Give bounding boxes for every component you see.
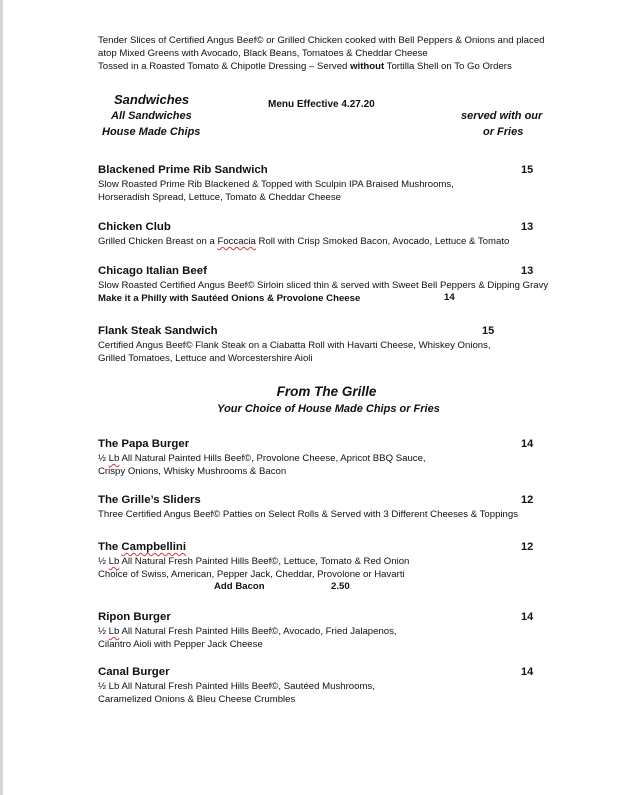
item-desc-line-1: Slow Roasted Prime Rib Blackened & Topped with Sculpin IPA Braised Mushrooms, — [98, 179, 454, 190]
desc-part-lb: Lb — [108, 556, 120, 567]
item-name: Blackened Prime Rib Sandwich — [98, 164, 268, 176]
item-philly-option: Make it a Philly with Sautéed Onions & Provolone Cheese — [98, 293, 361, 304]
menu-item-prime-rib — [98, 163, 454, 204]
item-desc-line-1: ½ Lb All Natural Fresh Painted Hills Beef©, Sautéed Mushrooms, — [98, 681, 375, 692]
intro-line-3 — [98, 60, 545, 73]
item-price-flank-steak: 15 — [482, 325, 495, 337]
item-desc-line-2: Crispy Onions, Whisky Mushrooms & Bacon — [98, 466, 287, 477]
desc-part-c: All Natural Fresh Painted Hills Beef©, Lettuce, Tomato & Red Onion — [119, 556, 410, 567]
menu-item-canal-burger — [98, 665, 375, 706]
desc-part-c: All Natural Painted Hills Beef©, Provolone Cheese, Apricot BBQ Sauce, — [119, 453, 426, 464]
item-name: Flank Steak Sandwich — [98, 325, 218, 337]
menu-item-campbellini — [98, 540, 409, 581]
item-name: The Grille’s Sliders — [98, 494, 201, 506]
sandwiches-subtitle-right-2: or Fries — [483, 126, 524, 138]
sandwiches-subtitle-left-2: House Made Chips — [102, 126, 201, 138]
intro-line-1: Tender Slices of Certified Angus Beef© or Grilled Chicken cooked with Bell Peppers & Onions and placed — [98, 35, 545, 46]
item-price-prime-rib: 15 — [521, 164, 534, 176]
intro-line-3-a: Tossed in a Roasted Tomato & Chipotle Dressing – Served — [98, 61, 351, 72]
item-price-philly: 14 — [444, 292, 455, 303]
intro-line-3-c: Tortilla Shell on To Go Orders — [384, 61, 512, 72]
sandwiches-subtitle-left-1: All Sandwiches — [111, 110, 192, 122]
item-desc-line-1: Certified Angus Beef© Flank Steak on a Ciabatta Roll with Havarti Cheese, Whiskey Onions, — [98, 340, 491, 351]
menu-item-chicago-italian-beef — [98, 264, 548, 305]
item-name: The Papa Burger — [98, 438, 190, 450]
item-desc-line-1: Three Certified Angus Beef© Patties on Select Rolls & Served with 3 Different Cheeses & Toppings — [98, 509, 519, 520]
item-price-canal-burger: 14 — [521, 666, 534, 678]
menu-effective-date: Menu Effective 4.27.20 — [268, 99, 375, 110]
item-name: Ripon Burger — [98, 611, 171, 623]
item-desc-line-1 — [98, 452, 426, 465]
item-desc-line-2: Grilled Tomatoes, Lettuce and Worcestershire Aioli — [98, 353, 313, 364]
item-desc-line-2: Horseradish Spread, Lettuce, Tomato & Cheddar Cheese — [98, 192, 342, 203]
item-name: Canal Burger — [98, 666, 170, 678]
item-name: Chicago Italian Beef — [98, 265, 207, 277]
menu-item-chicken-club — [98, 220, 509, 248]
menu-item-ripon-burger — [98, 610, 397, 651]
item-desc-line-2: Cilantro Aioli with Pepper Jack Cheese — [98, 639, 263, 650]
desc-part-c: Roll with Crisp Smoked Bacon, Avocado, Lettuce & Tomato — [255, 236, 510, 247]
menu-item-sliders — [98, 493, 518, 521]
item-price-chicago: 13 — [521, 265, 534, 277]
item-desc-line-1: Slow Roasted Certified Angus Beef© Sirloin sliced thin & served with Sweet Bell Peppers & Dipping Gravy — [98, 280, 549, 291]
addon-bacon-price: 2.50 — [331, 581, 350, 592]
item-desc-line-1 — [98, 555, 409, 568]
desc-part-lb: Lb — [108, 626, 120, 637]
desc-part-a: ½ — [98, 626, 109, 637]
name-part-a: The — [98, 541, 122, 553]
desc-part-lb: Lb — [108, 453, 120, 464]
item-desc-line-2: Caramelized Onions & Bleu Cheese Crumbles — [98, 694, 296, 705]
item-price-papa-burger: 14 — [521, 438, 534, 450]
item-price-ripon-burger: 14 — [521, 611, 534, 623]
item-desc-line-1 — [98, 625, 397, 638]
item-price-campbellini: 12 — [521, 541, 534, 553]
sandwiches-subtitle-right-1: served with our — [461, 110, 543, 122]
sandwiches-title: Sandwiches — [114, 92, 190, 107]
desc-part-a: ½ — [98, 453, 109, 464]
item-name — [98, 540, 409, 554]
desc-part-a: Grilled Chicken Breast on a — [98, 236, 218, 247]
desc-part-a: ½ — [98, 556, 109, 567]
menu-item-papa-burger — [98, 437, 426, 478]
addon-bacon-label: Add Bacon — [214, 581, 265, 592]
item-price-sliders: 12 — [521, 494, 534, 506]
item-desc-line-1 — [98, 235, 509, 248]
item-name: Chicken Club — [98, 221, 171, 233]
grille-subtitle: Your Choice of House Made Chips or Fries — [217, 403, 440, 415]
desc-part-c: All Natural Fresh Painted Hills Beef©, Avocado, Fried Jalapenos, — [119, 626, 397, 637]
grille-title: From The Grille — [276, 384, 377, 399]
intro-description — [98, 34, 545, 73]
intro-line-2: atop Mixed Greens with Avocado, Black Beans, Tomatoes & Cheddar Cheese — [98, 48, 428, 59]
item-price-chicken-club: 13 — [521, 221, 534, 233]
desc-part-foccacia: Foccacia — [217, 236, 256, 247]
intro-line-3-bold: without — [350, 61, 385, 72]
menu-item-flank-steak — [98, 324, 491, 365]
item-desc-line-2: Choice of Swiss, American, Pepper Jack, Cheddar, Provolone or Havarti — [98, 569, 405, 580]
name-part-campbellini: Campbellini — [121, 541, 186, 553]
